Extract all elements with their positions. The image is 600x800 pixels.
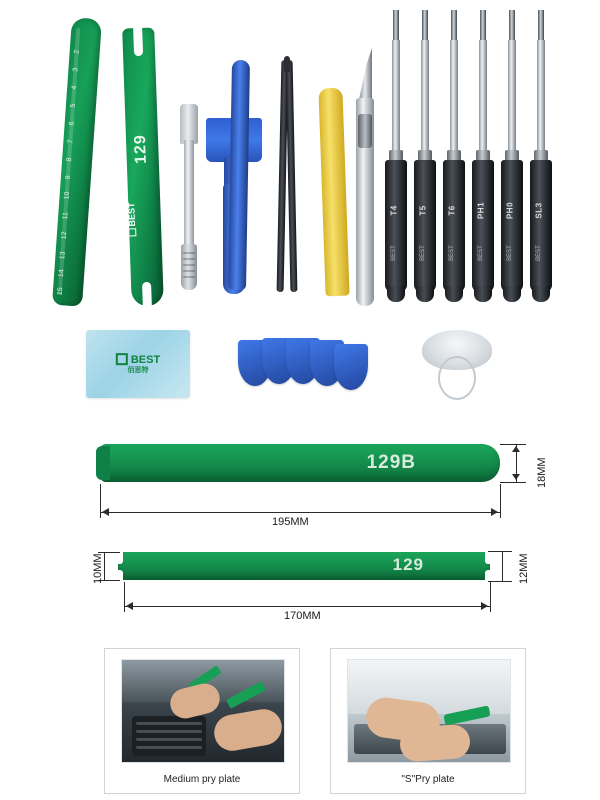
usage-photo-row [0,648,600,800]
ruler-tick: 12 [60,231,69,240]
ruler-tick: 6 [68,121,76,126]
bar-129-model-label: 129 [392,555,424,574]
ruler-tick: 7 [67,139,75,144]
usage-panel-s-pry-plate [330,648,526,794]
yellow-spudger-body [318,88,349,297]
usage-caption-left: Medium pry plate [163,774,241,785]
knife-slider [358,114,372,148]
pry-pick-5 [334,344,368,390]
screwdriver-1 [383,10,409,300]
usage-panel-medium-pry-plate [104,648,300,794]
suction-cup-ring [438,356,476,400]
tweezers-tip [284,56,290,72]
cloth-brand-name-cn: 佰思特 [127,366,149,374]
metal-spudger-head [180,104,198,144]
ruler-tick: 15 [56,287,65,296]
fork-bar-notch-bottom [142,282,152,308]
dim-129-right-width-line [502,551,503,581]
screwdriver-brand-label: BEST [536,245,542,261]
hand-right [211,706,284,753]
bar-129-notch-right-bottom [485,570,492,581]
screwdriver-size-label: T5 [418,205,428,216]
screwdriver-2 [412,10,438,300]
screwdriver-6 [528,10,554,300]
dim-129-ext-left [124,582,125,612]
ruler-tick: 3 [72,67,80,72]
cloth-brand-name: BEST [130,354,161,367]
bar-129-notch-right-top [485,551,492,564]
dimension-diagrams [0,424,600,644]
screwdriver-brand-label: BEST [420,245,426,261]
tweezers [275,60,299,292]
yellow-spudger [318,88,349,297]
green-ruler-pry-bar [52,17,102,306]
ruler-tick: 5 [69,103,78,108]
screwdriver-shaft [537,40,545,160]
dim-129b-arrow-up [512,446,520,452]
dim-129b-arrow-right [491,508,498,516]
green-fork-pry-bar [120,27,166,306]
screwdriver-shaft [479,40,487,160]
tweezers-arm-right [286,60,298,292]
ruler-tick: 10 [63,191,71,200]
dim-129b-length-label: 195MM [272,516,309,528]
bar-129-illustration [118,552,490,580]
brand-name: BEST [126,202,138,227]
ruler-tick: 14 [57,269,66,278]
ruler-bar-scale [52,17,102,306]
dim-129-length-label: 170MM [284,610,321,622]
usage-caption-right: "S"Pry plate [401,774,455,785]
photo-scene-car-door [348,660,510,762]
screwdriver-size-label: PH0 [505,201,515,220]
screwdriver-brand-label: BEST [478,245,484,261]
screwdriver-shaft [392,40,400,160]
screwdriver-cap [474,286,492,302]
dim-129b-ext-right [500,484,501,518]
dim-129-right-width-label: 12MM [518,553,530,584]
screwdriver-cap [445,286,463,302]
screwdriver-size-label: PH1 [476,201,486,220]
screwdriver-brand-label: BEST [391,245,397,261]
dim-129-right-tick-top [488,551,512,552]
usage-photo-dashboard [121,659,285,763]
metal-spudger-grip [181,244,197,290]
accessory-row [0,322,600,414]
screwdriver-size-label: SL3 [534,202,544,219]
dim-129-left-width-line [104,552,105,580]
suction-cup [422,330,492,404]
photo-scene-dashboard [122,660,284,762]
bar-129b-model-label: 129B [366,452,416,473]
dim-129-arrow-right [481,602,488,610]
screwdriver-shaft [421,40,429,160]
metal-spudger [178,104,200,286]
bar-129b-illustration [100,444,500,482]
dim-129-left-width-label: 10MM [92,553,104,584]
utility-knife [352,48,378,306]
knife-blade [358,48,372,104]
dim-129-ext-right [490,582,491,612]
dim-129b-width-label: 18MM [536,457,548,488]
hand-lower [399,724,471,763]
dim-129-right-tick-bottom [488,581,512,582]
bar-129b-left-cap [96,446,110,480]
screwdriver-size-label: T4 [389,205,399,216]
brand-mark-icon [128,228,136,236]
dim-129b-width-tick-top [500,444,526,445]
screwdriver-cap [387,286,405,302]
ruler-tick: 13 [59,251,67,260]
dashboard-air-vent [132,716,206,756]
dim-129b-length-line [100,512,500,513]
brand-mark-icon [116,353,128,365]
screwdriver-3 [441,10,467,300]
ruler-tick: 11 [61,211,70,220]
microfiber-cloth [86,330,190,398]
screwdriver-brand-label: BEST [449,245,455,261]
screwdriver-cap [532,286,550,302]
screwdriver-shaft [508,40,516,160]
metal-spudger-shaft [184,140,194,250]
ruler-tick: 4 [71,85,79,90]
screwdriver-cap [416,286,434,302]
screwdriver-cap [503,286,521,302]
best-brand-logo [127,197,159,242]
fork-bar-notch-top [133,26,143,56]
screwdriver-brand-label: BEST [507,245,513,261]
dim-129b-arrow-left [102,508,109,516]
screwdriver-shaft [450,40,458,160]
fork-bar-model-label: 129 [131,133,150,165]
screwdriver-5 [499,10,525,300]
dim-129-length-line [124,606,490,607]
screwdriver-size-label: T6 [447,205,457,216]
tool-lineup-row [0,0,600,320]
dim-129-arrow-left [126,602,133,610]
cloth-brand-logo [116,353,160,375]
ruler-tick: 9 [64,175,73,180]
ruler-tick: 8 [66,157,74,162]
ruler-tick: 2 [73,49,81,54]
usage-photo-car-door [347,659,511,763]
dim-129b-width-tick-bottom [500,482,526,483]
screwdriver-4 [470,10,496,300]
dim-129b-arrow-down [512,474,520,480]
